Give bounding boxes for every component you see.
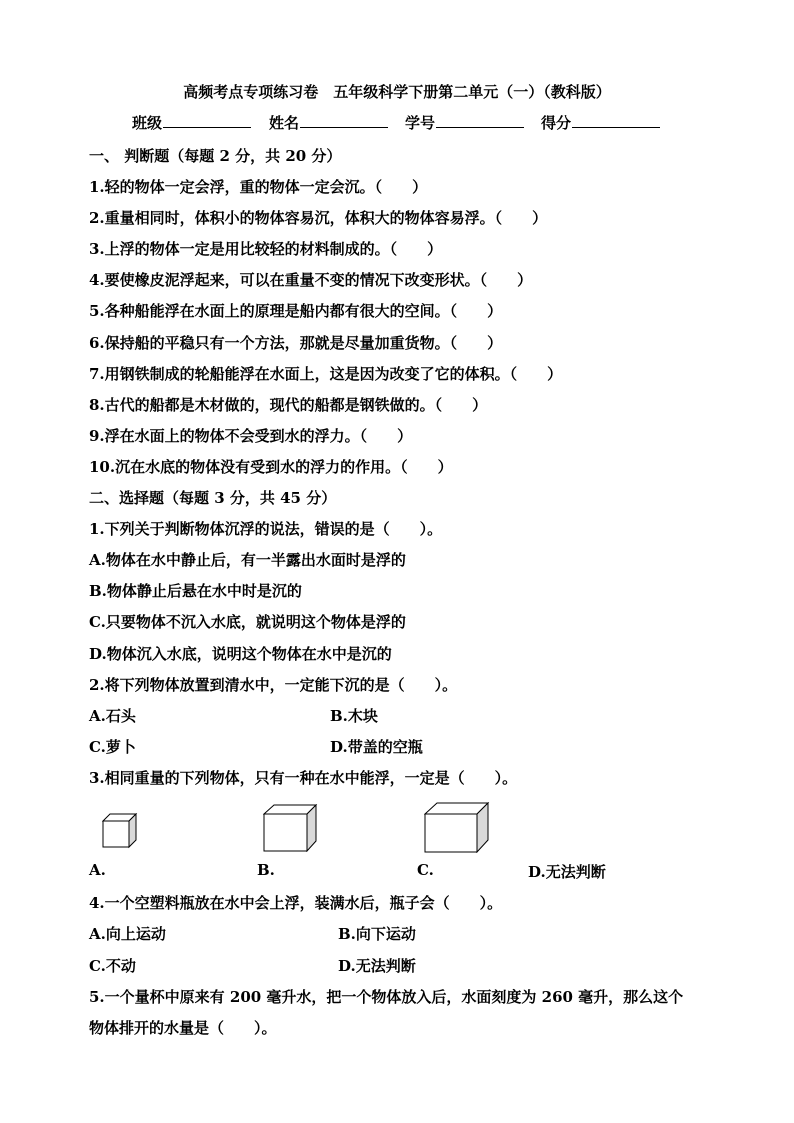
class-field[interactable] <box>132 112 251 133</box>
question-5-stem-line2: 物体排开的水量是（ ）。 <box>89 1019 277 1037</box>
question-5-stem-line1: 5.一个量杯中原来有 200 毫升水，把一个物体放入后，水面刻度为 260 毫升，那么这个 <box>89 988 684 1006</box>
score-field[interactable] <box>541 112 660 133</box>
question-1-option-b: B.物体静止后悬在水中时是沉的 <box>89 582 302 600</box>
large-cube-icon <box>424 802 490 853</box>
question-1-option-d: D.物体沉入水底，说明这个物体在水中是沉的 <box>89 645 392 663</box>
question-2-option-a: A.石头 <box>89 707 136 725</box>
question-1-option-a: A.物体在水中静止后，有一半露出水面时是浮的 <box>89 551 406 569</box>
judgement-item: 8.古代的船都是木材做的，现代的船都是钢铁做的。（ ） <box>89 396 488 414</box>
question-3-option-b: B. <box>257 861 275 879</box>
question-4-option-b: B.向下运动 <box>338 925 416 943</box>
name-label: 姓名 <box>269 114 300 132</box>
judgement-item: 10.沉在水底的物体没有受到水的浮力的作用。（ ） <box>89 458 453 476</box>
judgement-item: 5.各种船能浮在水面上的原理是船内都有很大的空间。（ ） <box>89 302 503 320</box>
question-3-option-d: D.无法判断 <box>528 863 606 881</box>
question-3-option-a: A. <box>89 861 106 879</box>
name-blank[interactable] <box>300 112 388 128</box>
judgement-item: 3.上浮的物体一定是用比较轻的材料制成的。（ ） <box>89 240 443 258</box>
question-3-option-c: C. <box>417 861 434 879</box>
section2-heading: 二、选择题（每题 3 分，共 45 分） <box>89 489 337 507</box>
question-4-option-d: D.无法判断 <box>338 957 416 975</box>
name-field[interactable] <box>269 112 388 133</box>
section1-heading: 一、 判断题（每题 2 分，共 20 分） <box>89 147 342 165</box>
question-1-option-c: C.只要物体不沉入水底，就说明这个物体是浮的 <box>89 613 406 631</box>
student-id-field[interactable] <box>405 112 524 133</box>
judgement-item: 4.要使橡皮泥浮起来，可以在重量不变的情况下改变形状。（ ） <box>89 271 533 289</box>
question-4-option-c: C.不动 <box>89 957 136 975</box>
judgement-item: 9.浮在水面上的物体不会受到水的浮力。（ ） <box>89 427 413 445</box>
score-blank[interactable] <box>572 112 660 128</box>
student-id-blank[interactable] <box>436 112 524 128</box>
question-3-stem: 3.相同重量的下列物体，只有一种在水中能浮，一定是（ ）。 <box>89 769 518 787</box>
question-2-option-d: D.带盖的空瓶 <box>330 738 423 756</box>
question-2-stem: 2.将下列物体放置到清水中，一定能下沉的是（ ）。 <box>89 676 458 694</box>
question-4-option-a: A.向上运动 <box>89 925 166 943</box>
judgement-item: 2.重量相同时，体积小的物体容易沉，体积大的物体容易浮。（ ） <box>89 209 548 227</box>
score-label: 得分 <box>541 114 572 132</box>
class-label: 班级 <box>132 114 163 132</box>
class-blank[interactable] <box>163 112 251 128</box>
judgement-item: 7.用钢铁制成的轮船能浮在水面上，这是因为改变了它的体积。（ ） <box>89 365 563 383</box>
exam-title: 高频考点专项练习卷 五年级科学下册第二单元（一）（教科版） <box>183 83 611 101</box>
question-4-stem: 4.一个空塑料瓶放在水中会上浮，装满水后，瓶子会（ ）。 <box>89 894 503 912</box>
medium-cube-icon <box>263 804 318 852</box>
student-info-row <box>0 112 794 136</box>
student-id-label: 学号 <box>405 114 436 132</box>
small-cube-icon <box>102 813 138 849</box>
question-2-option-b: B.木块 <box>330 707 378 725</box>
question-1-stem: 1.下列关于判断物体沉浮的说法，错误的是（ ）。 <box>89 520 443 538</box>
judgement-item: 1.轻的物体一定会浮，重的物体一定会沉。（ ） <box>89 178 428 196</box>
judgement-item: 6.保持船的平稳只有一个方法，那就是尽量加重货物。（ ） <box>89 334 503 352</box>
question-2-option-c: C.萝卜 <box>89 738 136 756</box>
